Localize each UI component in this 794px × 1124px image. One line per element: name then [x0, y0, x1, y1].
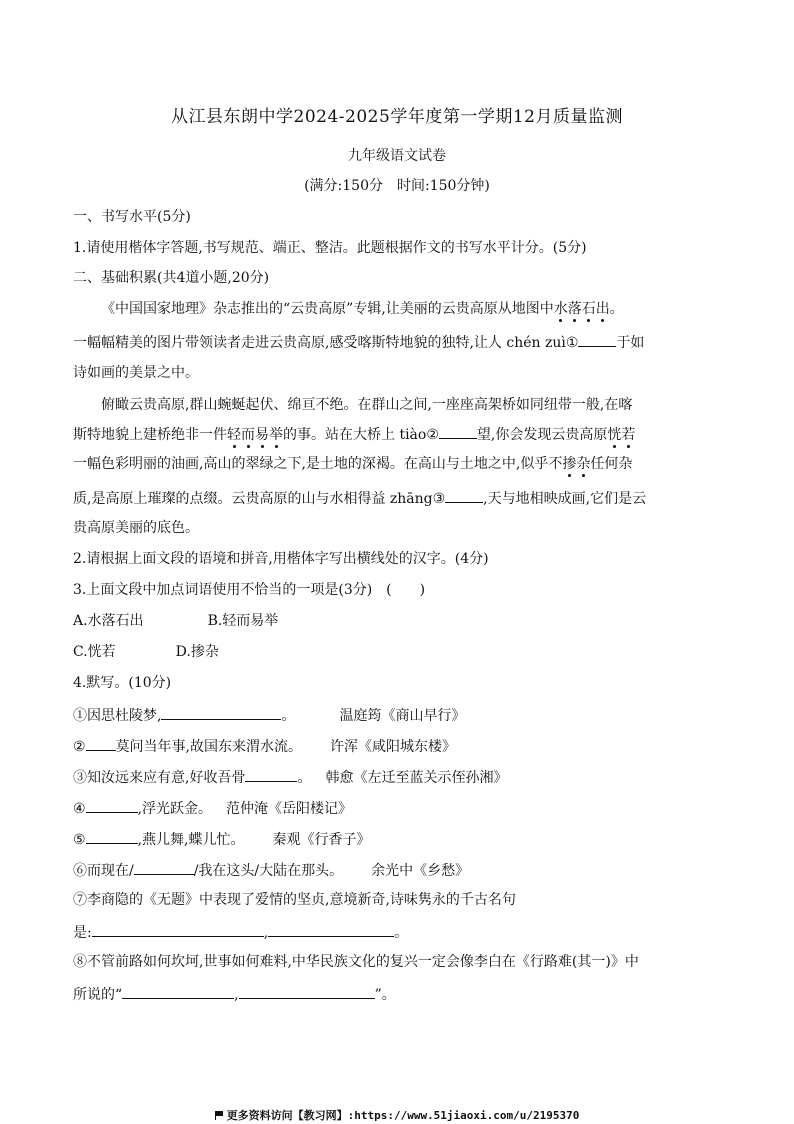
- answer-blank[interactable]: [239, 984, 375, 999]
- recite-item-3: [73, 767, 507, 787]
- recite-item-7-answer: [73, 922, 408, 942]
- answer-blank[interactable]: [86, 736, 116, 751]
- answer-blank[interactable]: [445, 488, 483, 503]
- answer-blank[interactable]: [86, 829, 138, 844]
- answer-blank[interactable]: [268, 922, 394, 937]
- passage-text: 于如: [616, 335, 645, 351]
- passage2-line3: [73, 455, 632, 473]
- recite-source: 秦观《行香子》: [272, 832, 371, 848]
- recite-item-5: [73, 829, 370, 849]
- recite-item-8-answer: [73, 984, 396, 1004]
- passage2-line5: 贵高原美丽的底色。: [73, 520, 199, 536]
- dotted-word-b: 轻而易举: [227, 427, 283, 443]
- passage-text: 一幅幅精美的图片带领读者走进云贵高原,感受喀斯特地貌的独特,让人 chén zuì①: [73, 335, 579, 351]
- recite-item-1: [73, 705, 465, 725]
- recite-text: ,: [234, 987, 239, 1003]
- passage2-line2: [73, 424, 635, 444]
- answer-blank[interactable]: [122, 984, 234, 999]
- q3-options-row1: [73, 612, 278, 630]
- answer-blank[interactable]: [161, 705, 281, 720]
- recite-item-7: ⑦李商隐的《无题》中表现了爱情的坚贞,意境新奇,诗味隽永的千古名句: [73, 892, 516, 908]
- passage1-line2: [73, 332, 644, 352]
- exam-subtitle: 九年级语文试卷: [348, 148, 446, 164]
- answer-blank[interactable]: [439, 424, 477, 439]
- passage-text: 斯特地貌上建桥绝非一件: [73, 427, 227, 443]
- recite-text: 所说的“: [73, 987, 123, 1003]
- recite-text: 。: [297, 770, 312, 786]
- passage-text: ,天与地相映成画,它们是云: [483, 491, 647, 507]
- dotted-word-a: 水落石出: [553, 301, 610, 317]
- recite-text: 是:: [73, 925, 92, 941]
- passage-text: 望,你会发现云贵高原: [476, 427, 608, 443]
- section2-heading: 二、基础积累(共4道小题,20分): [73, 270, 270, 286]
- recite-text: ,浮光跃金。: [137, 801, 213, 817]
- passage1-line1: [101, 300, 624, 318]
- question-3: 3.上面文段中加点词语使用不恰当的一项是(3分) ( ): [73, 582, 426, 598]
- recite-text: ②: [73, 739, 86, 755]
- passage-text: 任何杂: [590, 456, 633, 472]
- passage-text: 。: [609, 301, 624, 317]
- answer-blank[interactable]: [86, 798, 138, 813]
- recite-text: ④: [73, 801, 86, 817]
- recite-item-6: [73, 860, 469, 880]
- recite-text: ③知汝远来应有意,好收吾骨: [73, 770, 246, 786]
- recite-text: /我在这头/大陆在那头。: [193, 863, 344, 879]
- recite-text: ”。: [374, 987, 396, 1003]
- recite-text: ,: [263, 925, 269, 941]
- option-d[interactable]: D.掺杂: [175, 644, 219, 660]
- passage-text: 《中国国家地理》杂志推出的“云贵高原”专辑,让美丽的云贵高原从地图中: [101, 301, 554, 317]
- recite-text: ①因思杜陵梦,: [73, 708, 162, 724]
- q3-options-row2: [73, 643, 219, 661]
- recite-source: 许浑《咸阳城东楼》: [330, 739, 457, 755]
- dotted-word-c: 恍若: [607, 427, 636, 443]
- recite-text: 。: [394, 925, 409, 941]
- recite-text: ⑤: [73, 832, 86, 848]
- recite-source: 温庭筠《商山早行》: [339, 708, 466, 724]
- answer-blank[interactable]: [92, 922, 264, 937]
- recite-text: 莫问当年事,故国东来渭水流。: [115, 739, 303, 755]
- section1-heading: 一、书写水平(5分): [73, 209, 191, 225]
- recite-source: 韩愈《左迁至蓝关示侄孙湘》: [325, 770, 508, 786]
- footer-text[interactable]: 更多资料访问【教习网】:https://www.51jiaoxi.com/u/2195370: [226, 1109, 580, 1122]
- option-a[interactable]: A.水落石出: [73, 613, 144, 629]
- dotted-word-d: 掺杂: [562, 456, 591, 472]
- recite-source: 范仲淹《岳阳楼记》: [226, 801, 353, 817]
- recite-text: ,燕儿舞,蝶儿忙。: [137, 832, 245, 848]
- passage-text: 质,是高原上璀璨的点缀。云贵高原的山与水相得益 zhāng③: [73, 491, 446, 507]
- recite-item-8: ⑧不管前路如何坎坷,世事如何难料,中华民族文化的复兴一定会像李白在《行路难(其一)》中: [73, 954, 639, 970]
- answer-blank[interactable]: [245, 767, 297, 782]
- answer-blank[interactable]: [578, 332, 616, 347]
- exam-title: 从江县东朗中学2024-2025学年度第一学期12月质量监测: [171, 107, 623, 127]
- passage-text: 一幅色彩明丽的油画,高山的翠绿之下,是土地的深褐。在高山与土地之中,似乎不: [73, 456, 563, 472]
- recite-text: 。: [281, 708, 296, 724]
- passage-text: 的事。站在大桥上 tiào②: [283, 427, 439, 443]
- passage2-line1: 俯瞰云贵高原,群山蜿蜒起伏、绵亘不绝。在群山之间,一座座高架桥如同纽带一般,在喀: [101, 397, 633, 413]
- passage1-line3: 诗如画的美景之中。: [73, 365, 199, 381]
- passage2-line4: [73, 488, 646, 508]
- recite-text: ⑥而现在/: [73, 863, 134, 879]
- question-1: 1.请使用楷体字答题,书写规范、端正、整洁。此题根据作文的书写水平计分。(5分): [73, 240, 587, 256]
- answer-blank[interactable]: [134, 860, 194, 875]
- question-4: 4.默写。(10分): [73, 675, 172, 691]
- question-2: 2.请根据上面文段的语境和拼音,用楷体字写出横线处的汉字。(4分): [73, 551, 489, 567]
- recite-item-2: [73, 736, 456, 756]
- flag-icon: [215, 1111, 224, 1120]
- option-b[interactable]: B.轻而易举: [207, 613, 279, 629]
- option-c[interactable]: C.恍若: [73, 644, 116, 660]
- exam-meta: (满分:150分 时间:150分钟): [304, 178, 490, 194]
- footer-link[interactable]: [0, 1107, 794, 1123]
- recite-source: 余光中《乡愁》: [371, 863, 470, 879]
- recite-item-4: [73, 798, 352, 818]
